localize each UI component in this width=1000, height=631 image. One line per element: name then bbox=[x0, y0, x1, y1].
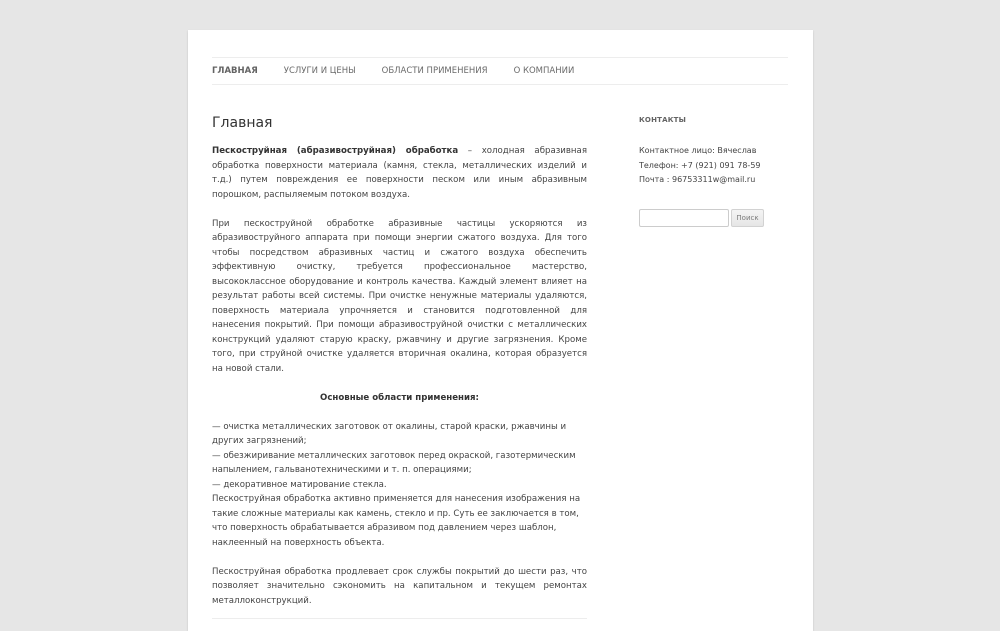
content-divider bbox=[212, 618, 587, 619]
sidebar bbox=[639, 116, 789, 227]
page-title: Главная bbox=[212, 115, 273, 131]
list-item: — декоративное матирование стекла. bbox=[212, 479, 387, 490]
nav-menu bbox=[212, 58, 788, 84]
contact-email: Почта : 96753311w@mail.ru bbox=[639, 175, 756, 184]
nav-item-applications[interactable]: ОБЛАСТИ ПРИМЕНЕНИЯ bbox=[381, 66, 488, 76]
nav-item-home[interactable]: ГЛАВНАЯ bbox=[212, 66, 258, 76]
durability-paragraph: Пескоструйная обработка продлевает срок службы покрытий до шести раз, что позволяет значительно сэкономить на капитальном и текущем ремонтах металлоконструкций. bbox=[212, 566, 587, 606]
applications-list bbox=[212, 420, 587, 551]
contacts-widget-title: КОНТАКТЫ bbox=[639, 116, 687, 124]
main-content bbox=[212, 114, 587, 623]
nav-item-about[interactable]: О КОМПАНИИ bbox=[513, 66, 575, 76]
search-form bbox=[639, 209, 789, 227]
process-paragraph: При пескоструйной обработке абразивные частицы ускоряются из абразивоструйного аппарата при помощи энергии сжатого воздуха. Для того чтобы посредством абразивных частиц и сжатого воздуха обеспечить эффективную очистку, требуется профессиональное мастерство, высококлассное оборудование и контроль качества. Каждый элемент влияет на результат работы всей системы. При очистке ненужные материалы удаляются, поверхность материала упрочняется и становится подготовленной для нанесения покрытий. При помощи абразивоструйной очистки с металлических конструкций удаляют старую краску, ржавчину и другие загрязнения. Кроме того, при струйной очистке удаляется вторичная окалина, которая образуется на новой стали. bbox=[212, 218, 587, 374]
page-container bbox=[188, 30, 813, 631]
intro-text: – холодная абразивная обработка поверхности материала (камня, стекла, металлических изделий и т.д.) путем повреждения ее поверхности песком или иным абразивным порошком, распыляемым потоком воздуха. bbox=[212, 146, 587, 200]
list-item: — обезжиривание металлических заготовок перед окраской, газотермическим напылением, гальванотехническими и т. п. операциями; bbox=[212, 450, 576, 475]
main-navigation bbox=[212, 57, 788, 85]
intro-paragraph bbox=[212, 144, 587, 202]
list-item: — очистка металлических заготовок от окалины, старой краски, ржавчины и других загрязнений; bbox=[212, 421, 567, 446]
applications-heading: Основные области применения: bbox=[320, 392, 479, 403]
search-input[interactable] bbox=[639, 209, 729, 227]
nav-item-services[interactable]: УСЛУГИ И ЦЕНЫ bbox=[283, 66, 356, 76]
engraving-text: Пескоструйная обработка активно применяется для нанесения изображения на такие сложные материалы как камень, стекло и пр. Суть ее заключается в том, что поверхность обрабатывается абразивом под давлением через шаблон, наклеенный на поверхность объекта. bbox=[212, 494, 581, 548]
contact-person: Контактное лицо: Вячеслав bbox=[639, 146, 757, 155]
contact-phone: Телефон: +7 (921) 091 78-59 bbox=[639, 160, 761, 170]
intro-term: Пескоструйная (абразивоструйная) обработка bbox=[212, 146, 459, 156]
search-button[interactable]: Поиск bbox=[731, 209, 764, 227]
